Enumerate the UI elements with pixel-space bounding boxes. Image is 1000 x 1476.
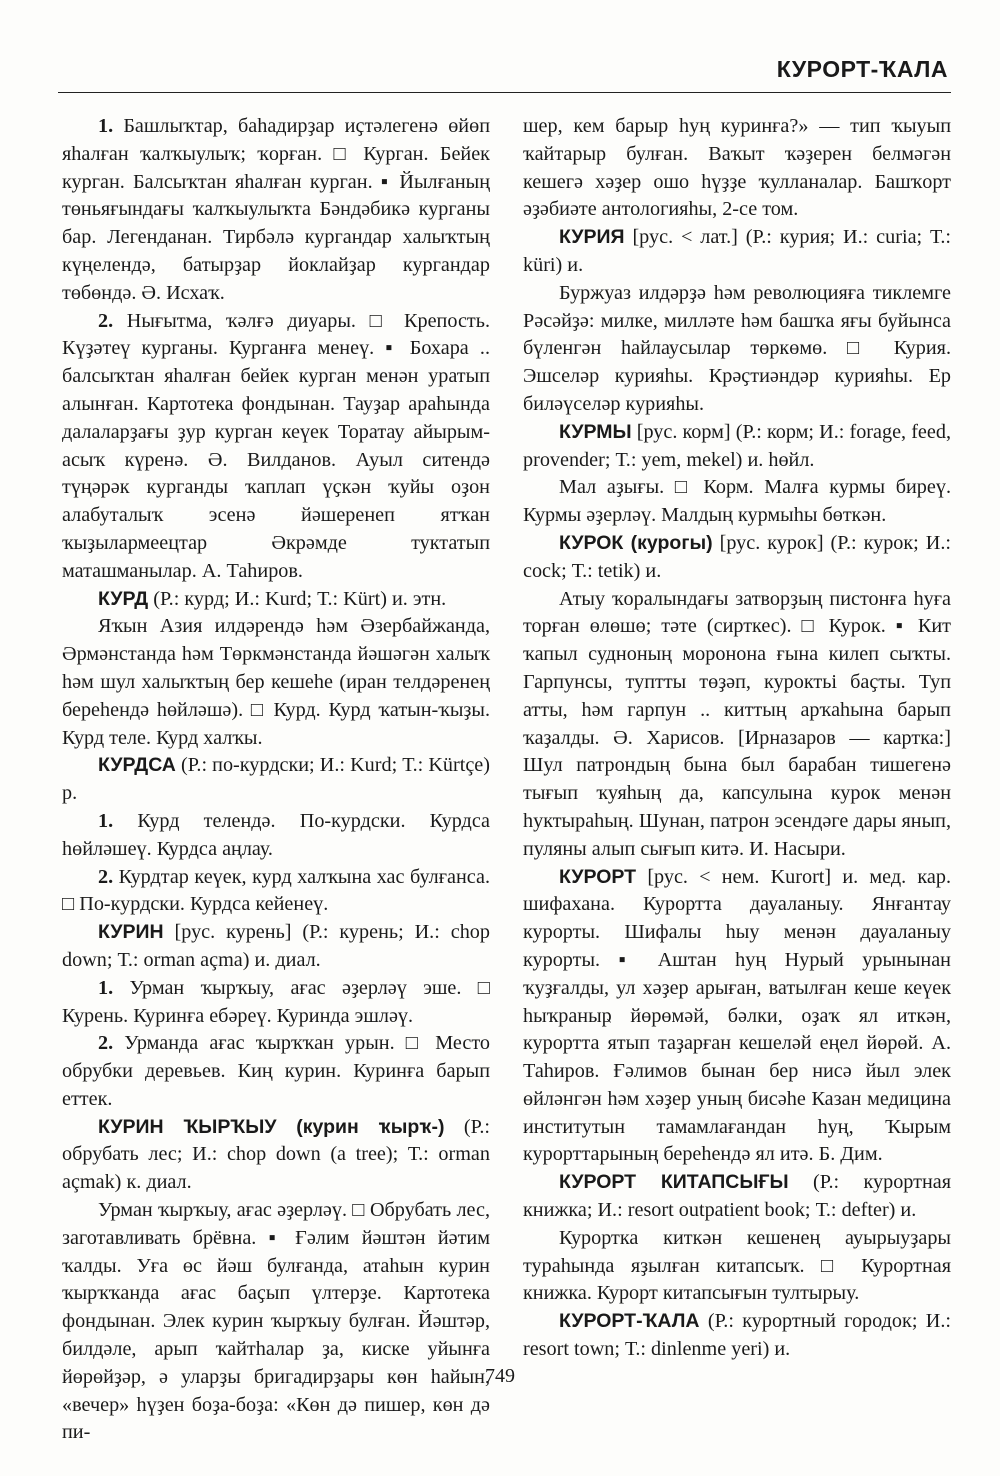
right-column <box>523 113 951 1364</box>
entry-paragraph <box>62 1114 490 1197</box>
entry-paragraph <box>523 530 951 586</box>
sense-number: 1. <box>98 115 114 137</box>
entry-paragraph <box>62 752 490 808</box>
paragraph-text: Мал аҙығы. □ Корм. Малға курмы биреү. Курмы әҙерләү. Малдың курмыһы бөткән. <box>523 476 951 527</box>
sense-paragraph <box>62 864 490 920</box>
paragraph-text: (Р.: курортная книжка; И.: resort outpatient book; Т.: defter) и. <box>523 1171 951 1222</box>
entry-paragraph <box>523 1169 951 1225</box>
sense-paragraph <box>62 1197 490 1447</box>
sense-paragraph <box>62 308 490 586</box>
headword: КУРИЯ <box>559 226 625 249</box>
paragraph-text: [рус. корм] (Р.: корм; И.: forage, feed, provender; Т.: yem, mekel) и. һөйл. <box>523 420 951 471</box>
paragraph-text: Курортка киткән кешенең ауырыуҙары тураһында яҙылған китапсыҡ. □ Курортная книжка. Курорт китапсығын тултырыу. <box>523 1226 951 1305</box>
paragraph-text: Курдтар кеүек, курд халҡына хас булғанса. □ По-курдски. Курдса кейенеү. <box>62 865 490 916</box>
header-rule <box>58 92 951 93</box>
sense-paragraph <box>523 280 951 419</box>
entry-paragraph <box>523 419 951 475</box>
left-column <box>62 113 490 1447</box>
paragraph-text: Нығытма, ҡәлғә диуары. □ Крепость. Күҙәтеү курганы. Курганға менеү. ▪ Бохара .. балсыҡтан яһалған бейек курган менән уратып алынған. Картотека фондынан. Тауҙар араһында далаларҙағы ҙур курган кеүек Торатау айырым-асыҡ күренә. Ә. Вилданов. Ауыл ситендә түңәрәк курганды ҡаплап үҫкән ҡуйы оҙон алабуталыҡ эсенә йәшеренеп ятҡан ҡыҙылармеецтар Әкрәмде туктатып маташманылар. А. Таһиров. <box>62 309 490 582</box>
sense-paragraph <box>62 113 490 308</box>
sense-paragraph <box>523 474 951 530</box>
sense-number: 2. <box>98 309 114 332</box>
entry-paragraph <box>523 224 951 280</box>
paragraph-text: Буржуаз илдәрҙә һәм революцияға тиклемге Рәсәйҙә: милке, милләте һәм башҡа яғы буйынса бүленгән һайлаусылар төркөмө. □ Курия. Эшселәр курияһы. Крәҫтиәндәр курияһы. Ер биләүселәр курияһы. <box>523 281 951 415</box>
sense-paragraph <box>62 975 490 1031</box>
headword: КУРДСА <box>98 754 176 777</box>
sense-paragraph <box>523 1225 951 1308</box>
paragraph-text: Яҡын Азия илдәрендә һәм Әзербайжанда, Әрмәнстанда һәм Төркмәнстанда йәшәгән халыҡ һәм шул халыҡтың бер кешеһе (иран телдәренең береһендә һөйләшә). □ Курд. Курд ҡатын-ҡыҙы. Курд теле. Курд халҡы. <box>62 615 490 749</box>
sense-number: 1. <box>98 809 114 832</box>
headword: КУРИН <box>98 921 164 944</box>
headword: КУРОРТ-ҠАЛА <box>559 1310 700 1333</box>
paragraph-text: Атыу ҡоралындағы затворҙың пистонға һуға торған өлөшө; тәте (сирткес). □ Курок. ▪ Кит ҡапыл судноның моронона ғына килеп сыҡты. Гарпунсы, туптты төҙәп, куроктьі баҫты. Туп атты, һәм гарпун .. киттың арҡаһына барып ҡаҙалды. Ә. Харисов. [Ирназаров — картка:] Шул патрондың бына был барабан тишегенә тығып ҡуяһың да, капсулына курок менән һуктыраһың. Шунан, патрон эсендәге дары янып, пуляны алып сығып китә. И. Насыри. <box>523 587 951 860</box>
paragraph-text: [рус. < лат.] (Р.: курия; И.: curia; Т.: küri) и. <box>523 226 951 276</box>
sense-paragraph <box>62 1030 490 1113</box>
paragraph-text: Урман ҡырҡыу, ағас әҙерләү. □ Обрубать лес, заготавливать брёвна. ▪ Ғәлим йәштән йәтим ҡалды. Уға өс йәш булғанда, атаһын курин ҡырҡҡанда ағас баҫып үлтерҙе. Картотека фондынан. Элек курин ҡырҡыу булған. Йәштәр, билдәле, арып ҡайтһалар ҙа, киске уйынға йөрөйҙәр, ә уларҙы бригадирҙары көн һайын, «вечер» һүҙен боҙа-боҙа: «Көн дә пишер, көн дә пи- <box>62 1199 490 1444</box>
sense-paragraph <box>62 613 490 752</box>
paragraph-text: (Р.: курд; И.: Kurd; Т.: Kürt) и. этн. <box>148 587 447 610</box>
entry-paragraph <box>62 586 490 614</box>
headword: КУРИН ҠЫРҠЫУ (курин ҡырҡ-) <box>98 1115 445 1138</box>
headword: КУРОРТ <box>559 865 637 888</box>
paragraph-text: Урманда ағас ҡырҡҡан урын. □ Место обрубки деревьев. Киң курин. Куринға барып еттек. <box>62 1032 490 1110</box>
paragraph-text: Урман ҡырҡыу, ағас әҙерләү эше. □ Курень. Куринға ебәреү. Куринда эшләү. <box>62 976 490 1027</box>
paragraph-text: (Р.: курортный городок; И.: resort town; Т.: dinlenme yeri) и. <box>523 1310 951 1361</box>
headword: КУРД <box>98 587 149 610</box>
entry-paragraph <box>62 919 490 975</box>
running-head: КУРОРТ-ҠАЛА <box>776 56 948 82</box>
sense-number: 2. <box>98 865 114 888</box>
sense-paragraph <box>62 808 490 864</box>
sense-number: 1. <box>98 976 114 999</box>
paragraph-text: [рус. < нем. Kurort] и. мед. кар. шифахана. Курортта дауаланыу. Янғантау курорты. Шифалы һыу менән дауаланыу курорты. ▪ Аштан һуң Нурый урынынан ҡуҙғалды, ул хәҙер арыған, ватылған кеше кеүек һыҡраныҏ йөрөмәй, бәлки, оҙаҡ ял иткән, курортта ятып таҙарған кешеләй еңел йөрөй. А. Таһиров. Ғәлимов бынан бер нисә йыл элек өйләнгән һәм хәҙер уның бисәһе Казан медицина институтын тамамлағандан һуң, Ҡырым курорттарының береһендә ял итә. Б. Дим. <box>523 865 951 1166</box>
page-number: 749 <box>485 1365 515 1387</box>
paragraph-text: [рус. курень] (Р.: курень; И.: chop down; Т.: orman açma) и. диал. <box>62 921 490 971</box>
paragraph-text: [рус. курок] (Р.: курок; И.: cock; Т.: tetik) и. <box>523 531 952 582</box>
headword: КУРОК (курогы) <box>559 531 713 554</box>
sense-number: 2. <box>98 1032 114 1055</box>
paragraph-text: Башлыҡтар, баһадирҙар иҫтәлегенә өйөп яһалған ҡалҡыулыҡ; ҡорған. □ Курган. Бейек курган. Балсыҡтан яһалған курган. ▪ Йылғаның төньяғындағы ҡалҡыулыҡта Бәндәбикә курганы бар. Легенданан. Тирбәлә кургандар халыҡтың күңелендә, батырҙар йоклайҙар кургандар төбөндә. Ә. Исхаҡ. <box>62 115 490 304</box>
paragraph-text: (Р.: по-курдски; И.: Kurd; Т.: Kürtçe) р. <box>62 754 490 805</box>
entry-paragraph <box>523 864 951 1170</box>
entry-paragraph <box>523 1308 951 1364</box>
paragraph-text: шер, кем барыр һуң куринға?» — тип ҡыуып ҡайтарыр булған. Ваҡыт ҡәҙерен белмәгән кешегә хәҙер ошо һүҙҙе ҡулланалар. Башҡорт әҙәбиәте антологияһы, 2-се том. <box>523 115 951 221</box>
sense-paragraph <box>523 586 951 864</box>
paragraph-text: (Р.: обрубать лес; И.: chop down (a tree); Т.: orman açmak) к. диал. <box>62 1115 490 1194</box>
paragraph-text: Курд телендә. По-курдски. Курдса һөйләшеү. Курдса аңлау. <box>62 809 490 860</box>
headword: КУРМЫ <box>559 420 632 443</box>
headword: КУРОРТ КИТАПСЫҒЫ <box>559 1171 789 1194</box>
sense-paragraph <box>523 113 951 224</box>
